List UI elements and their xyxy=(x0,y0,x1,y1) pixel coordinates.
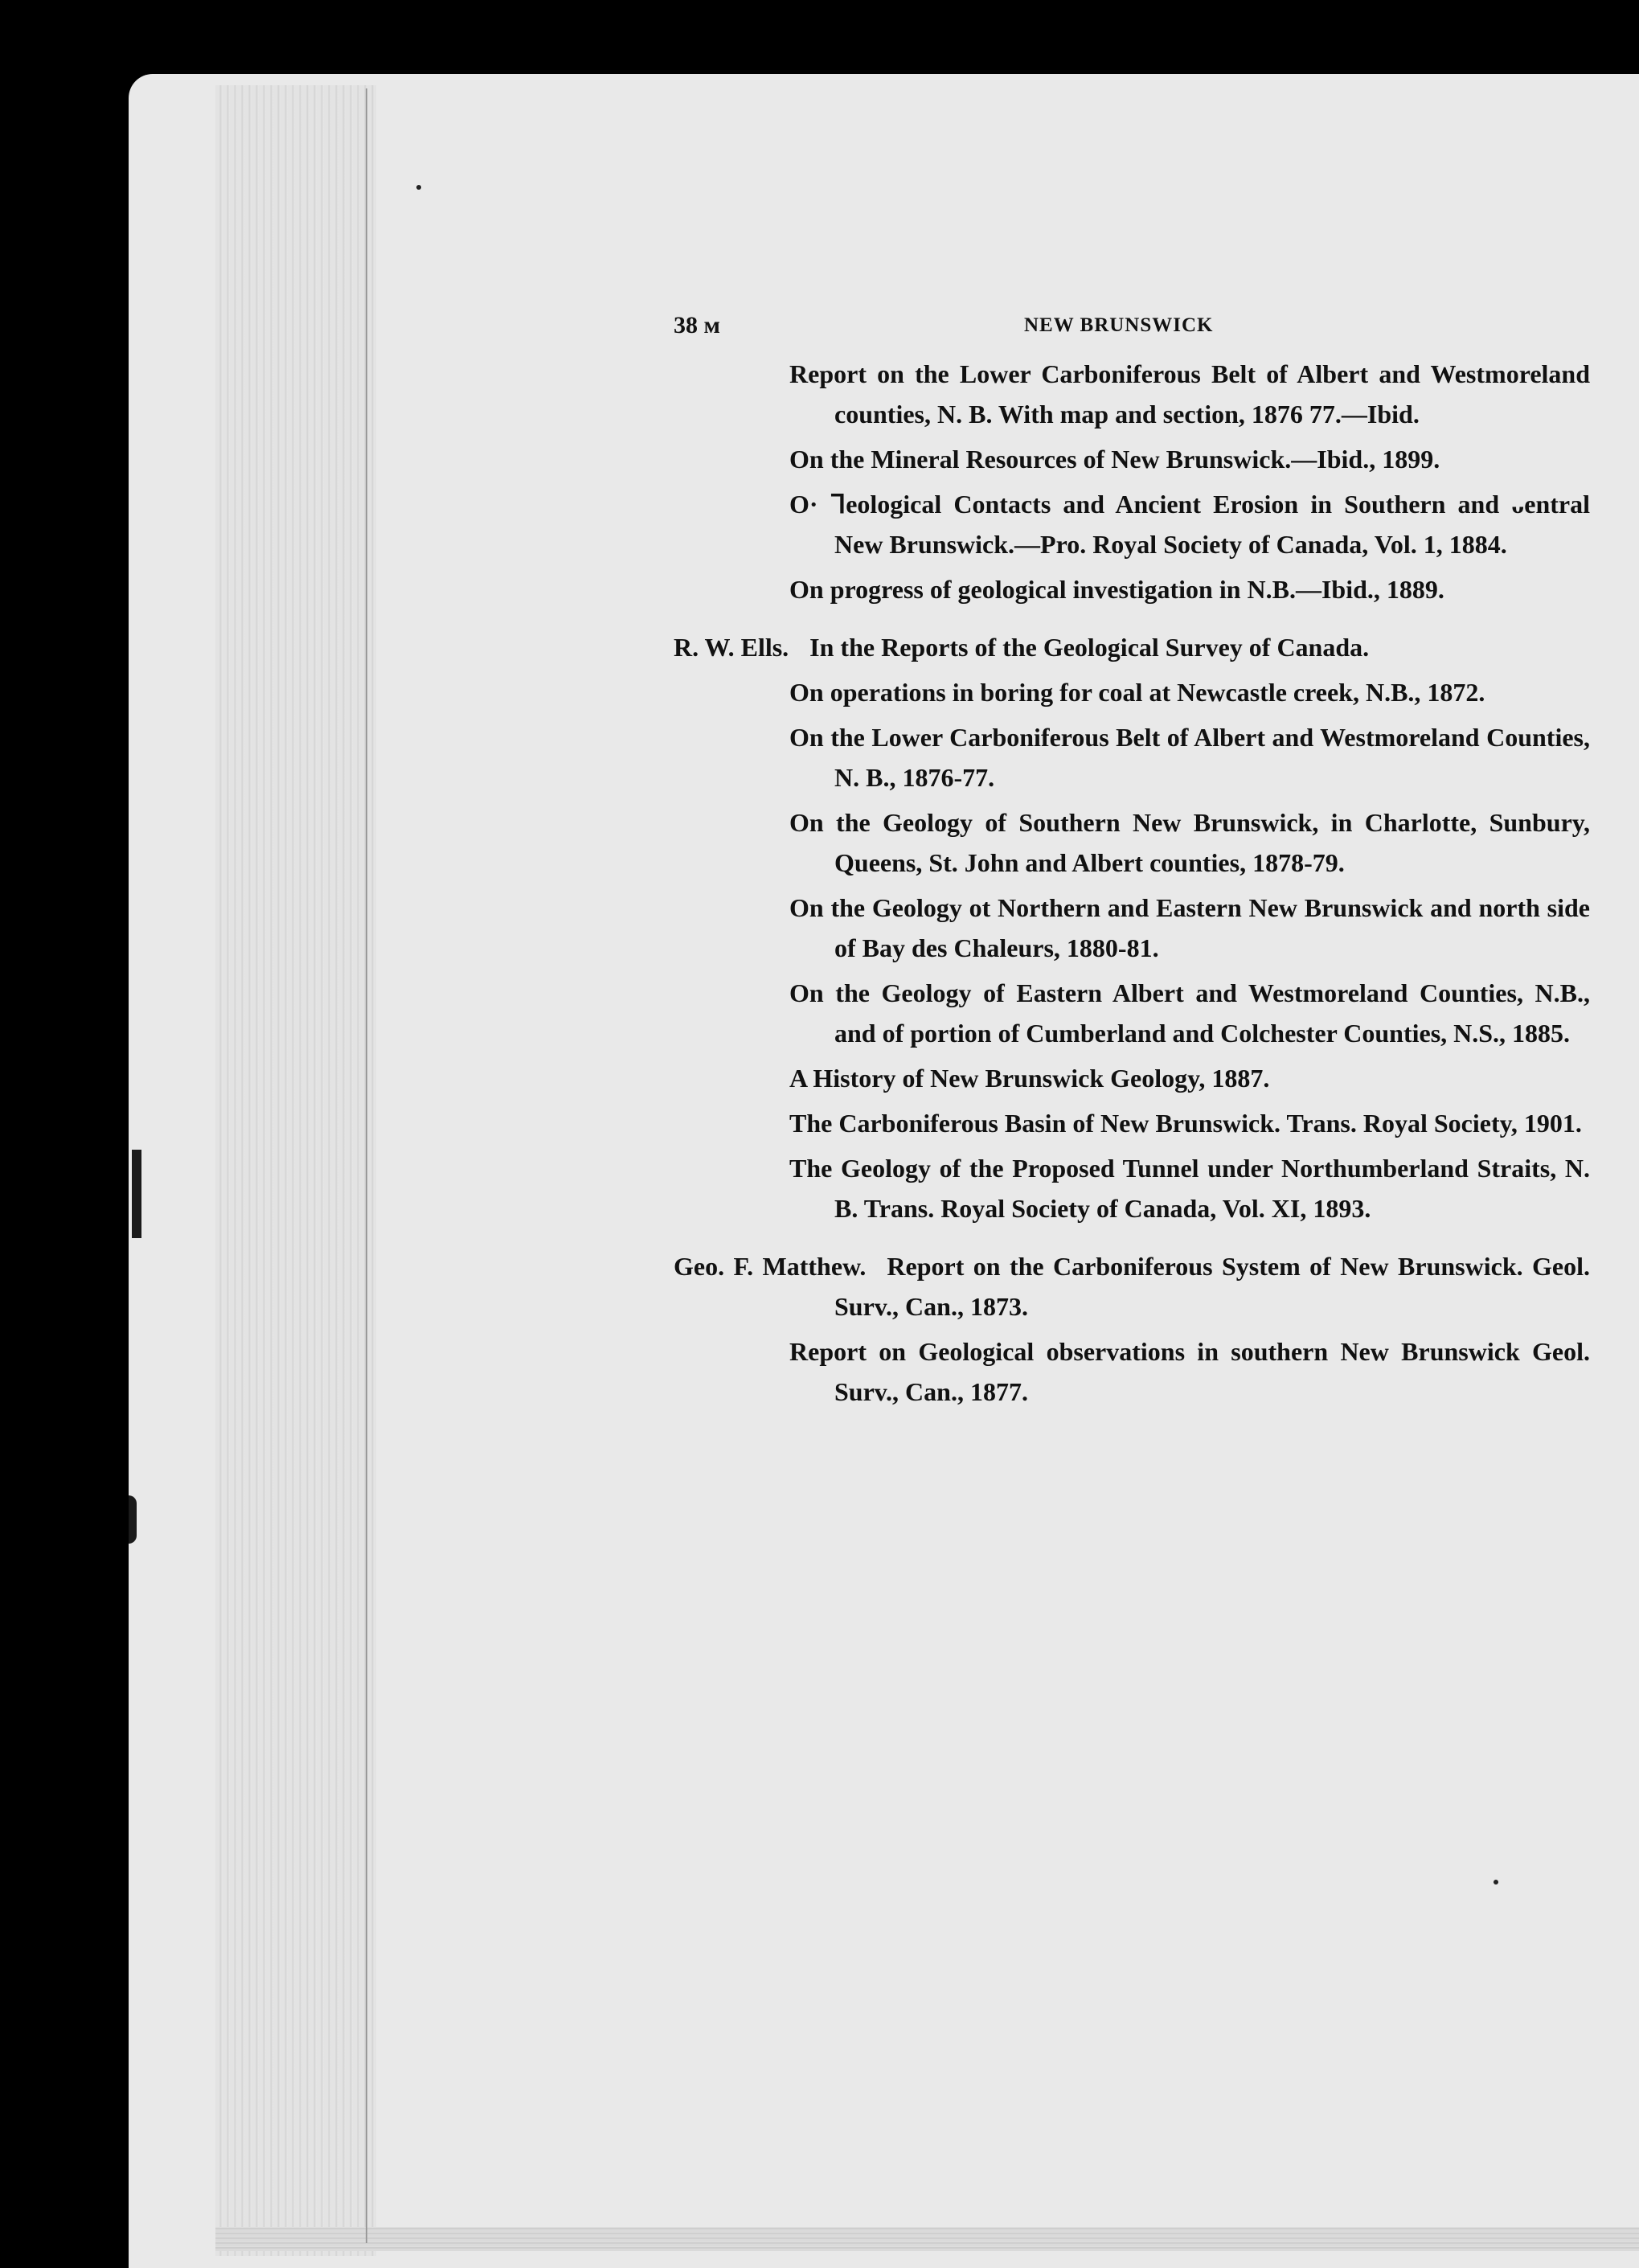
edge-mark xyxy=(132,1150,141,1238)
author-block-matthew xyxy=(674,1246,1590,1412)
bibliography-entry: On progress of geological investigation in N.B.—Ibid., 1889. xyxy=(789,575,1444,604)
page-edges xyxy=(215,85,376,2256)
bibliography-entry: The Geology of the Proposed Tunnel under Northumberland Straits, N. B. Trans. Royal Society of Canada, Vol. XI, 1893. xyxy=(789,1154,1590,1223)
bibliography-entry: The Carboniferous Basin of New Brunswick. Trans. Royal Society, 1901. xyxy=(789,1109,1582,1138)
bibliography-entry: On operations in boring for coal at Newcastle creek, N.B., 1872. xyxy=(789,678,1485,707)
edge-mark xyxy=(129,1495,137,1544)
author-heading xyxy=(674,1246,1590,1327)
page-edges-bottom xyxy=(215,2227,1639,2251)
bibliography-entry: A History of New Brunswick Geology, 1887. xyxy=(789,1064,1270,1093)
author-name: Geo. F. Matthew. xyxy=(674,1252,867,1281)
page-content xyxy=(674,306,1590,1417)
author-heading xyxy=(674,627,1590,667)
bibliography-entry: On the Geology ot Northern and Eastern New Brunswick and north side of Bay des Chaleurs, 1880-81. xyxy=(789,893,1590,962)
bibliography-entry: On the Lower Carboniferous Belt of Albert and Westmoreland Counties, N. B., 1876-77. xyxy=(789,723,1590,792)
spine-line xyxy=(366,88,367,2243)
running-head xyxy=(674,306,1590,354)
bibliography-entry: On the Geology of Southern New Brunswick, in Charlotte, Sunbury, Queens, St. John and Albert counties, 1878-79. xyxy=(789,808,1590,877)
running-title: NEW BRUNSWICK xyxy=(1024,314,1214,336)
author-name: R. W. Ells. xyxy=(674,633,789,662)
author-intro: Report on the Carboniferous System of New Brunswick. Geol. Surv., Can., 1873. xyxy=(834,1252,1590,1321)
speck xyxy=(1494,1880,1498,1885)
speck xyxy=(416,185,421,190)
bibliography-entry: On the Mineral Resources of New Brunswick.—Ibid., 1899. xyxy=(789,445,1440,474)
author-block-ells xyxy=(674,627,1590,1228)
bibliography-entry: O· ᒣeological Contacts and Ancient Erosion in Southern and ᴗentral New Brunswick.—Pro. Royal Society of Canada, Vol. 1, 1884. xyxy=(789,490,1590,559)
author-intro: In the Reports of the Geological Survey of Canada. xyxy=(809,633,1370,662)
page-number: 38 м xyxy=(674,312,720,338)
bibliography-entry: Report on the Lower Carboniferous Belt of Albert and Westmoreland counties, N. B. With map and section, 1876 77.—Ibid. xyxy=(789,359,1590,429)
bibliography-entry: On the Geology of Eastern Albert and Westmoreland Counties, N.B., and of portion of Cumberland and Colchester Counties, N.S., 1885. xyxy=(789,978,1590,1048)
bibliography-entry: Report on Geological observations in southern New Brunswick Geol. Surv., Can., 1877. xyxy=(789,1337,1590,1406)
